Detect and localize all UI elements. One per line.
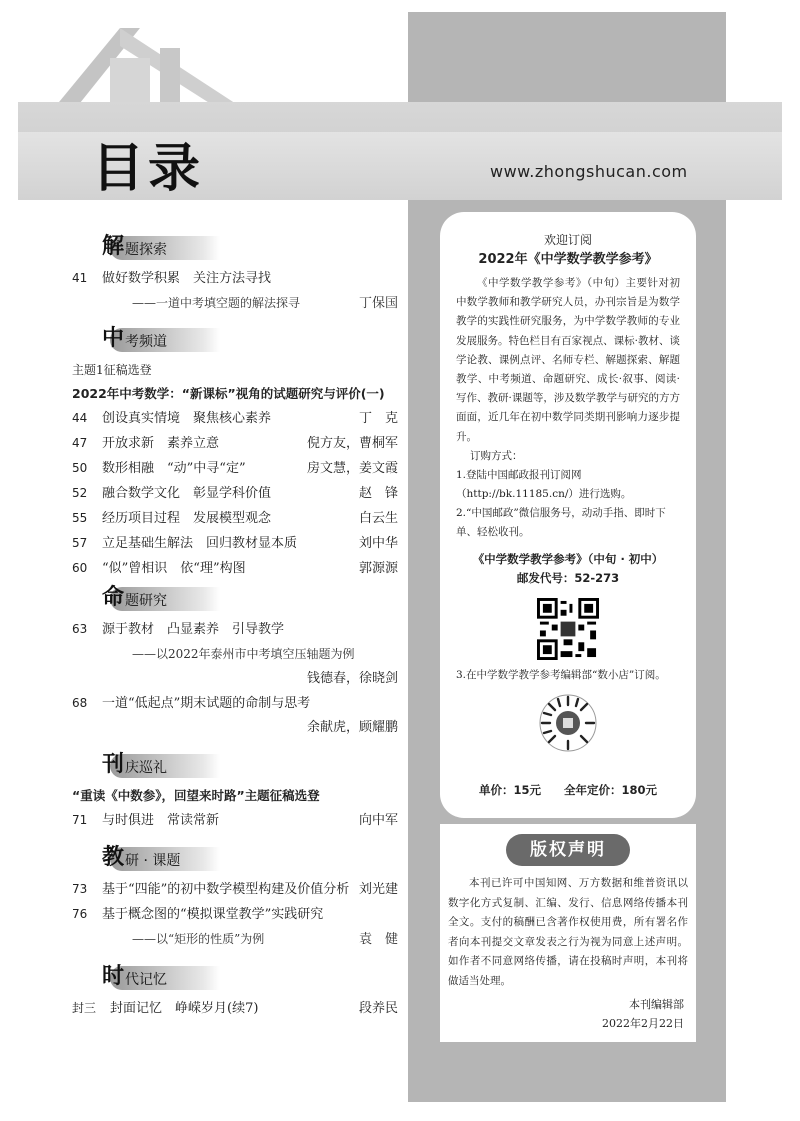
welcome-text: 欢迎订阅 <box>543 233 592 247</box>
annual-price: 全年定价：180元 <box>564 783 658 797</box>
toc-entry[interactable]: 封三 封面记忆 峥嵘岁月(续7) 段养民 <box>72 1001 398 1016</box>
edition-label: 《中学数学教学参考》（中旬 · 初中） <box>472 551 664 566</box>
toc-entry[interactable]: 60 “似”曾相识 依“理”构图 郭源源 <box>72 561 398 576</box>
toc-subtitle: ——以2022年泰州市中考填空压轴题为例 <box>132 647 355 661</box>
section-heading-zhongkao: 中 考频道 <box>102 322 398 352</box>
copyright-signer: 本刊编辑部 <box>629 998 684 1011</box>
page-title: 目录 <box>92 139 205 199</box>
toc-entry[interactable]: 47 开放求新 素养立意 倪方友，曹桐军 <box>72 436 398 451</box>
roof-graphic <box>50 18 280 113</box>
order-method-1: 1.登陆中国邮政报刊订阅网 <box>456 468 582 481</box>
theme-note: 主题1征稿选登 <box>72 363 152 377</box>
postal-code: 邮发代号：52-273 <box>516 570 620 585</box>
mini-program-code-icon[interactable] <box>538 693 598 753</box>
subscription-card <box>440 212 696 818</box>
order-method-1-url[interactable]: （http://bk.11185.cn/）进行选购。 <box>456 487 632 500</box>
copyright-body: 本刊已许可中国知网、万方数据和维普资讯以数字化方式复制、汇编、发行、信息网络传播本刊全文。支付的稿酬已含著作权使用费，所有署名作者向本刊提交文章发表之行为视为同意上述声明。如作者不同意网络传播，请在投稿时声明，本刊将做适当处理。 <box>448 877 688 987</box>
journal-title: 2022年《中学数学教学参考》 <box>478 252 658 267</box>
section-heading-jiaoyan: 教 研 · 课题 <box>102 841 398 871</box>
toc-entry[interactable]: 52 融合数学文化 彰显学科价值 赵 锋 <box>72 486 398 501</box>
order-method-label: 订购方式： <box>470 449 523 462</box>
toc-entry[interactable]: 68 一道“低起点”期末试题的命制与思考 <box>72 696 311 711</box>
site-url[interactable]: www.zhongshucan.com <box>490 162 688 181</box>
price-line <box>440 782 696 798</box>
section-heading-jieti: 解 题探索 <box>102 230 398 260</box>
section-heading-mingti: 命 题研究 <box>102 581 398 611</box>
table-of-contents <box>72 230 398 1021</box>
toc-subtitle: ——一道中考填空题的解法探寻 丁保国 <box>132 296 398 311</box>
toc-entry[interactable]: 41 做好数学积累 关注方法寻找 <box>72 271 272 286</box>
copyright-badge: 版权声明 <box>506 834 630 866</box>
toc-author: 余献虎，顾耀鹏 <box>306 720 398 735</box>
toc-entry[interactable]: 44 创设真实情境 聚焦核心素养 丁 克 <box>72 411 398 426</box>
journal-intro: 《中学数学教学参考》（中旬）主要针对初中数学教师和教学研究人员，办刊宗旨是为数学教学的实践性研究服务，为中学数学教师的专业发展服务。特色栏目有百家视点、课标·教材、谈学论教、课例点评、名师专栏、解题探索、解题教学、中考频道、命题研究、成长·叙事、阅读·写作、教研·课题等，涉及数学教学与研究的方方面面，近几年在初中数学同类期刊影响力逐步提升。 <box>456 277 680 443</box>
toc-author: 钱德春，徐晓剑 <box>306 671 398 686</box>
order-method-2: 2.“中国邮政”微信服务号，动动手指、即时下单、轻松收刊。 <box>456 506 666 538</box>
toc-entry[interactable]: 76 基于概念图的“模拟课堂教学”实践研究 <box>72 907 324 922</box>
toc-entry[interactable]: 55 经历项目过程 发展模型观念 白云生 <box>72 511 398 526</box>
copyright-notice <box>440 824 696 1042</box>
toc-entry[interactable]: 71 与时俱进 常读常新 向中军 <box>72 813 398 828</box>
section-heading-shidai: 时 代记忆 <box>102 960 398 990</box>
toc-entry[interactable]: 57 立足基础生解法 回归教材显本质 刘中华 <box>72 536 398 551</box>
toc-entry[interactable]: 50 数形相融 “动”中寻“定” 房文慧，姜文霞 <box>72 461 398 476</box>
order-method-3: 3.在中学数学教学参考编辑部“数小店”订阅。 <box>456 668 666 681</box>
section-heading-kanqing: 刊 庆巡礼 <box>102 748 398 778</box>
section-headline: “重读《中数参》，回望来时路”主题征稿选登 <box>72 788 320 803</box>
unit-price: 单价：15元 <box>478 783 541 797</box>
copyright-date: 2022年2月22日 <box>602 1017 684 1030</box>
toc-subtitle: ——以“矩形的性质”为例 袁 健 <box>132 932 398 947</box>
toc-entry[interactable]: 73 基于“四能”的初中数学模型构建及价值分析 刘光建 <box>72 882 398 897</box>
section-headline: 2022年中考数学：“新课标”视角的试题研究与评价(一) <box>72 386 385 401</box>
qr-code-icon[interactable] <box>537 598 599 660</box>
toc-entry[interactable]: 63 源于教材 凸显素养 引导教学 <box>72 622 285 637</box>
